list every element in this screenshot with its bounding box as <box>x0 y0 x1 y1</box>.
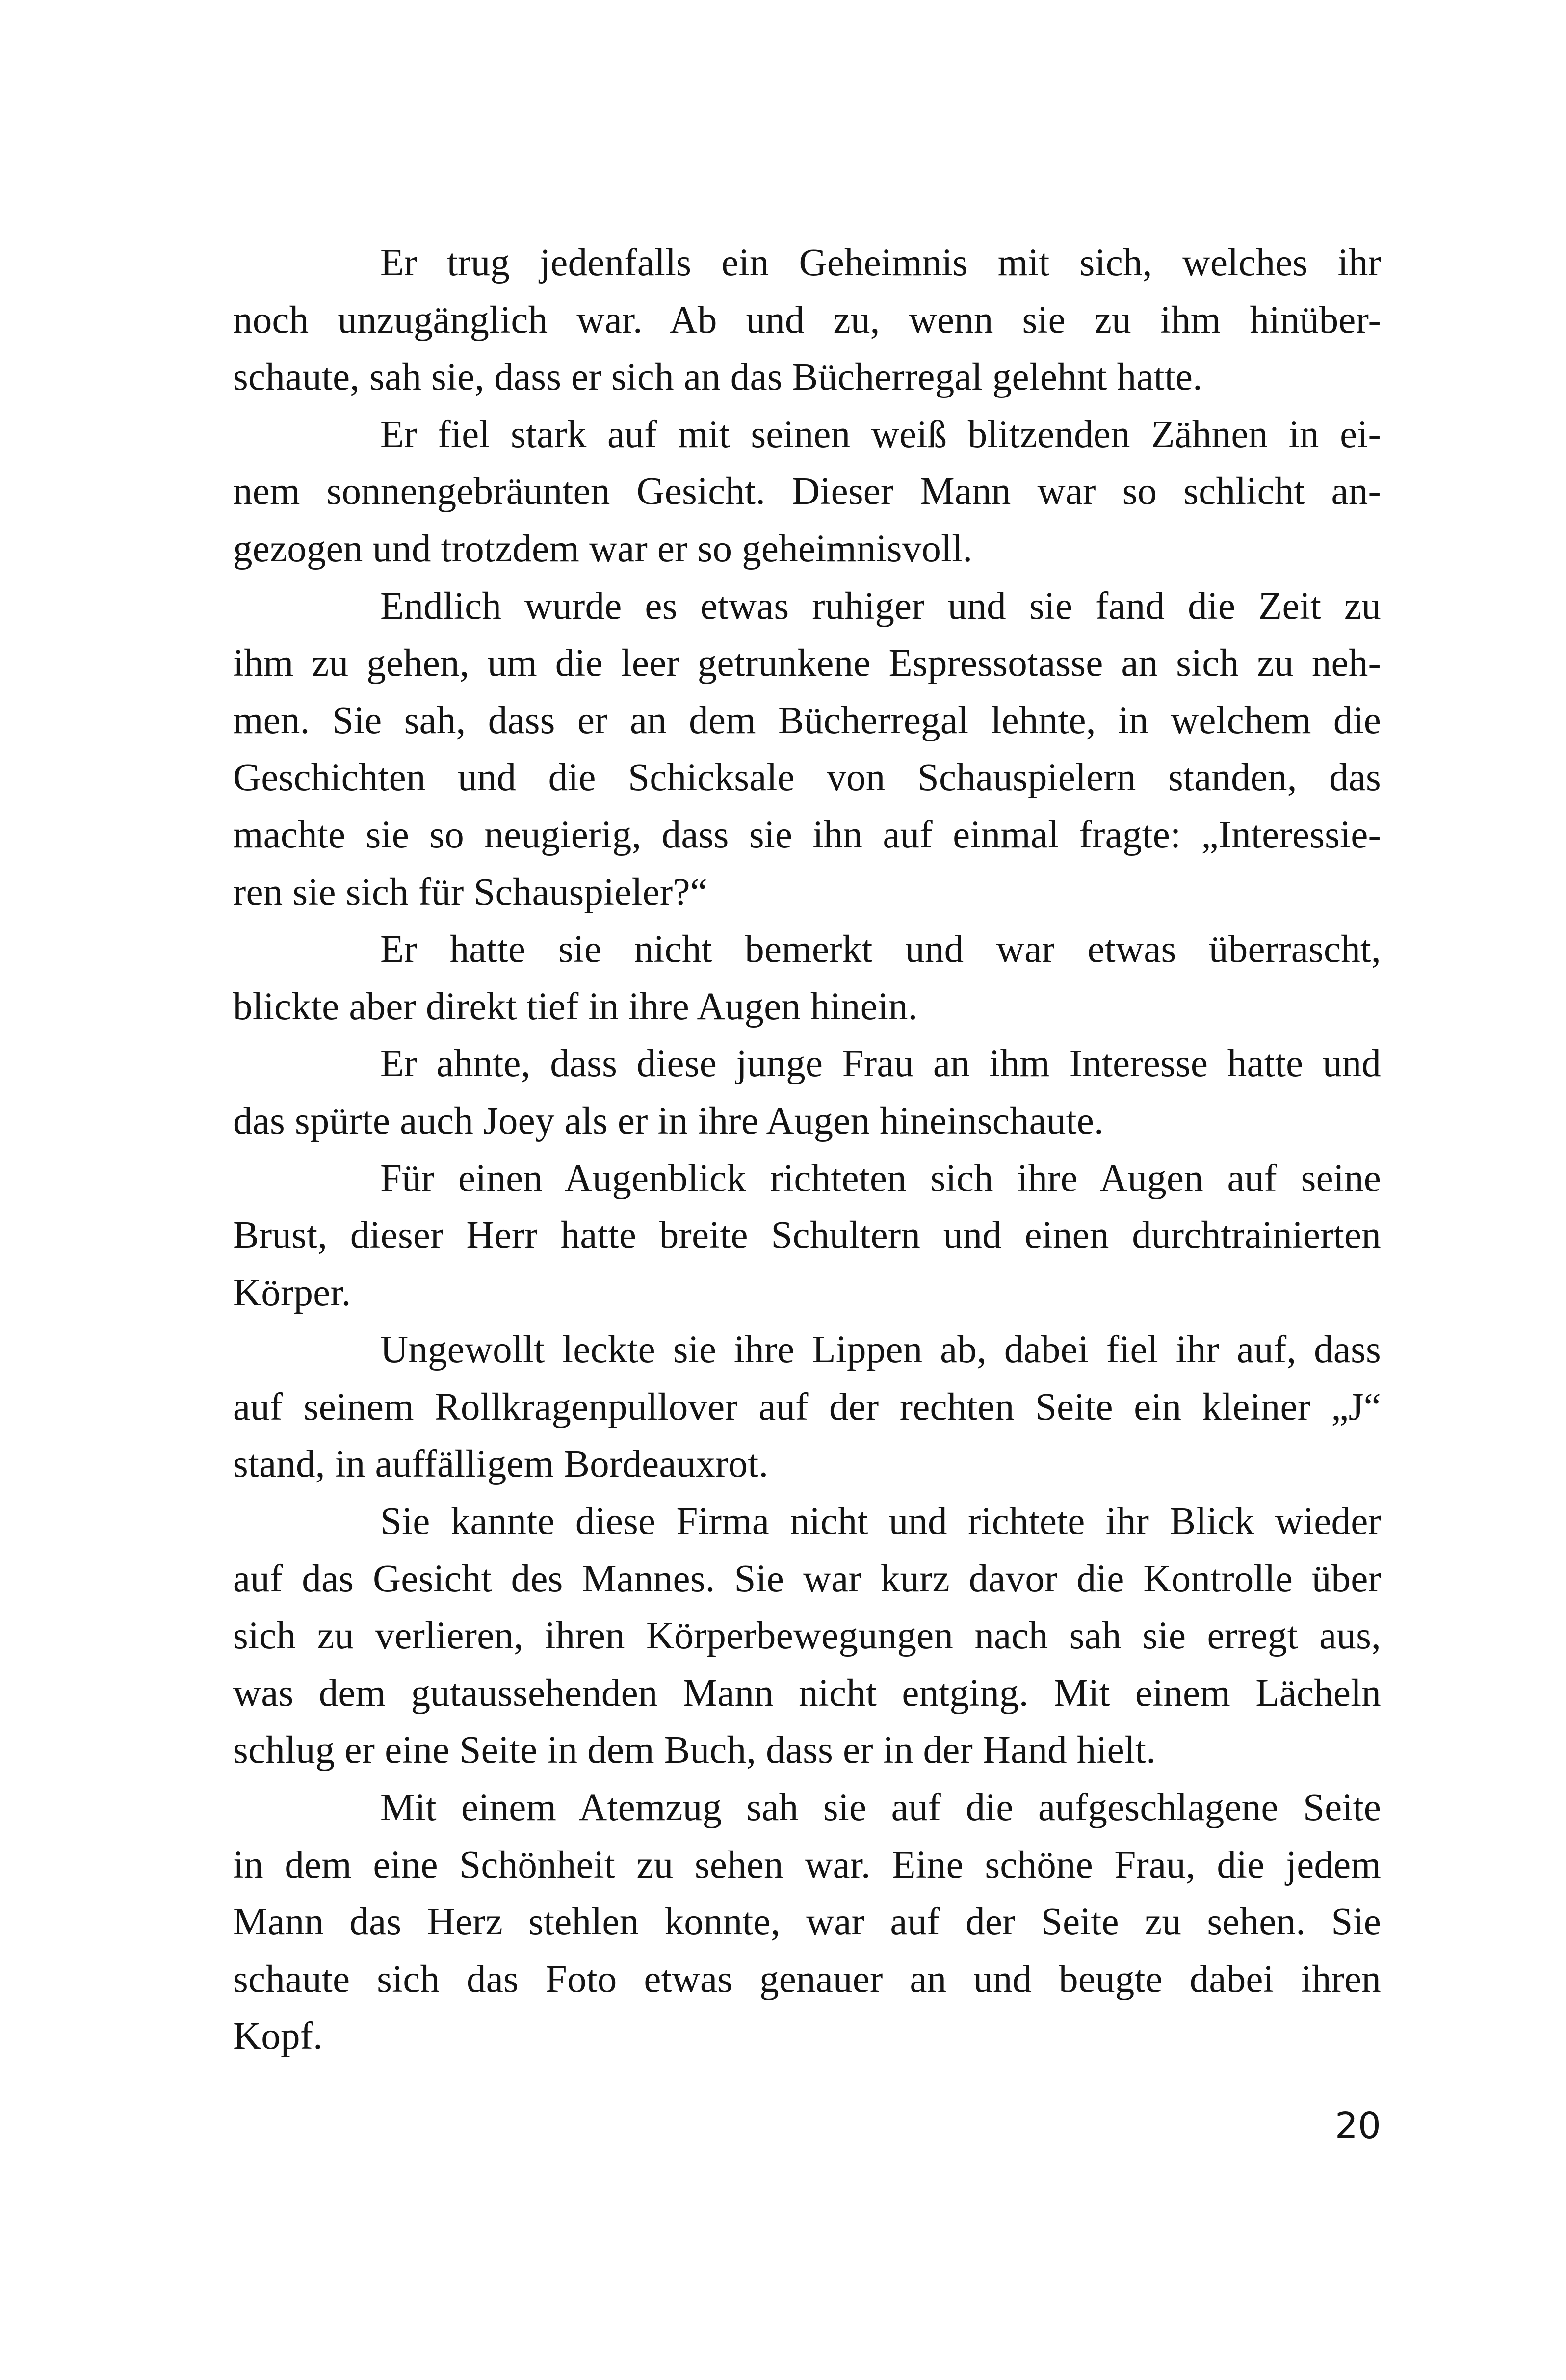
text-line: machte sie so neugierig, dass sie ihn auf einmal fragte: „Interessie- <box>233 813 1381 856</box>
paragraph <box>233 921 1381 1035</box>
text-line: Er fiel stark auf mit seinen weiß blitzenden Zähnen in ei- <box>380 413 1381 456</box>
text-line: Für einen Augenblick richteten sich ihre Augen auf seine <box>380 1157 1381 1200</box>
paragraph <box>233 578 1381 922</box>
text-line: auf das Gesicht des Mannes. Sie war kurz davor die Kontrolle über <box>233 1557 1381 1600</box>
text-line: Mann das Herz stehlen konnte, war auf der Seite zu sehen. Sie <box>233 1901 1381 1944</box>
paragraph <box>233 1150 1381 1322</box>
body-text <box>233 235 1381 2065</box>
text-line: schaute sich das Foto etwas genauer an und beugte dabei ihren <box>233 1957 1381 2001</box>
text-line: gezogen und trotzdem war er so geheimnisvoll. <box>233 527 973 570</box>
text-line: Mit einem Atemzug sah sie auf die aufgeschlagene Seite <box>380 1786 1381 1829</box>
text-line: das spürte auch Joey als er in ihre Augen hineinschaute. <box>233 1099 1104 1142</box>
paragraph <box>233 1493 1381 1779</box>
text-line: Brust, dieser Herr hatte breite Schultern und einen durchtrainierten <box>233 1214 1381 1257</box>
paragraph <box>233 1035 1381 1150</box>
text-line: in dem eine Schönheit zu sehen war. Eine schöne Frau, die jedem <box>233 1843 1381 1886</box>
text-line: Er trug jedenfalls ein Geheimnis mit sich, welches ihr <box>380 241 1381 284</box>
text-line: schaute, sah sie, dass er sich an das Bücherregal gelehnt hatte. <box>233 356 1203 399</box>
text-line: blickte aber direkt tief in ihre Augen hinein. <box>233 985 918 1028</box>
text-line: Sie kannte diese Firma nicht und richtete ihr Blick wieder <box>380 1500 1381 1543</box>
text-line: Körper. <box>233 1271 351 1314</box>
text-line: auf seinem Rollkragenpullover auf der rechten Seite ein kleiner „J“ <box>233 1385 1381 1428</box>
text-line: Geschichten und die Schicksale von Schauspielern standen, das <box>233 756 1381 799</box>
text-line: men. Sie sah, dass er an dem Bücherregal lehnte, in welchem die <box>233 699 1381 742</box>
text-line: ren sie sich für Schauspieler?“ <box>233 871 707 914</box>
text-line: was dem gutaussehenden Mann nicht entging. Mit einem Lächeln <box>233 1671 1381 1715</box>
text-line: Ungewollt leckte sie ihre Lippen ab, dabei fiel ihr auf, dass <box>380 1328 1381 1372</box>
text-line: stand, in auffälligem Bordeauxrot. <box>233 1443 769 1486</box>
text-line: sich zu verlieren, ihren Körperbewegungen nach sah sie erregt aus, <box>233 1614 1381 1658</box>
page-number: 20 <box>1334 2105 1381 2147</box>
text-line: Er ahnte, dass diese junge Frau an ihm Interesse hatte und <box>380 1042 1381 1085</box>
text-line: ihm zu gehen, um die leer getrunkene Espressotasse an sich zu neh- <box>233 642 1381 685</box>
text-line: nem sonnengebräunten Gesicht. Dieser Mann war so schlicht an- <box>233 470 1381 513</box>
text-line: schlug er eine Seite in dem Buch, dass er in der Hand hielt. <box>233 1729 1156 1772</box>
text-line: noch unzugänglich war. Ab und zu, wenn sie zu ihm hinüber- <box>233 298 1381 342</box>
text-line: Endlich wurde es etwas ruhiger und sie fand die Zeit zu <box>380 584 1381 628</box>
text-line: Kopf. <box>233 2015 323 2058</box>
text-line: Er hatte sie nicht bemerkt und war etwas überrascht, <box>380 928 1381 971</box>
paragraph <box>233 1779 1381 2065</box>
paragraph <box>233 1322 1381 1493</box>
paragraph <box>233 235 1381 406</box>
paragraph <box>233 406 1381 578</box>
